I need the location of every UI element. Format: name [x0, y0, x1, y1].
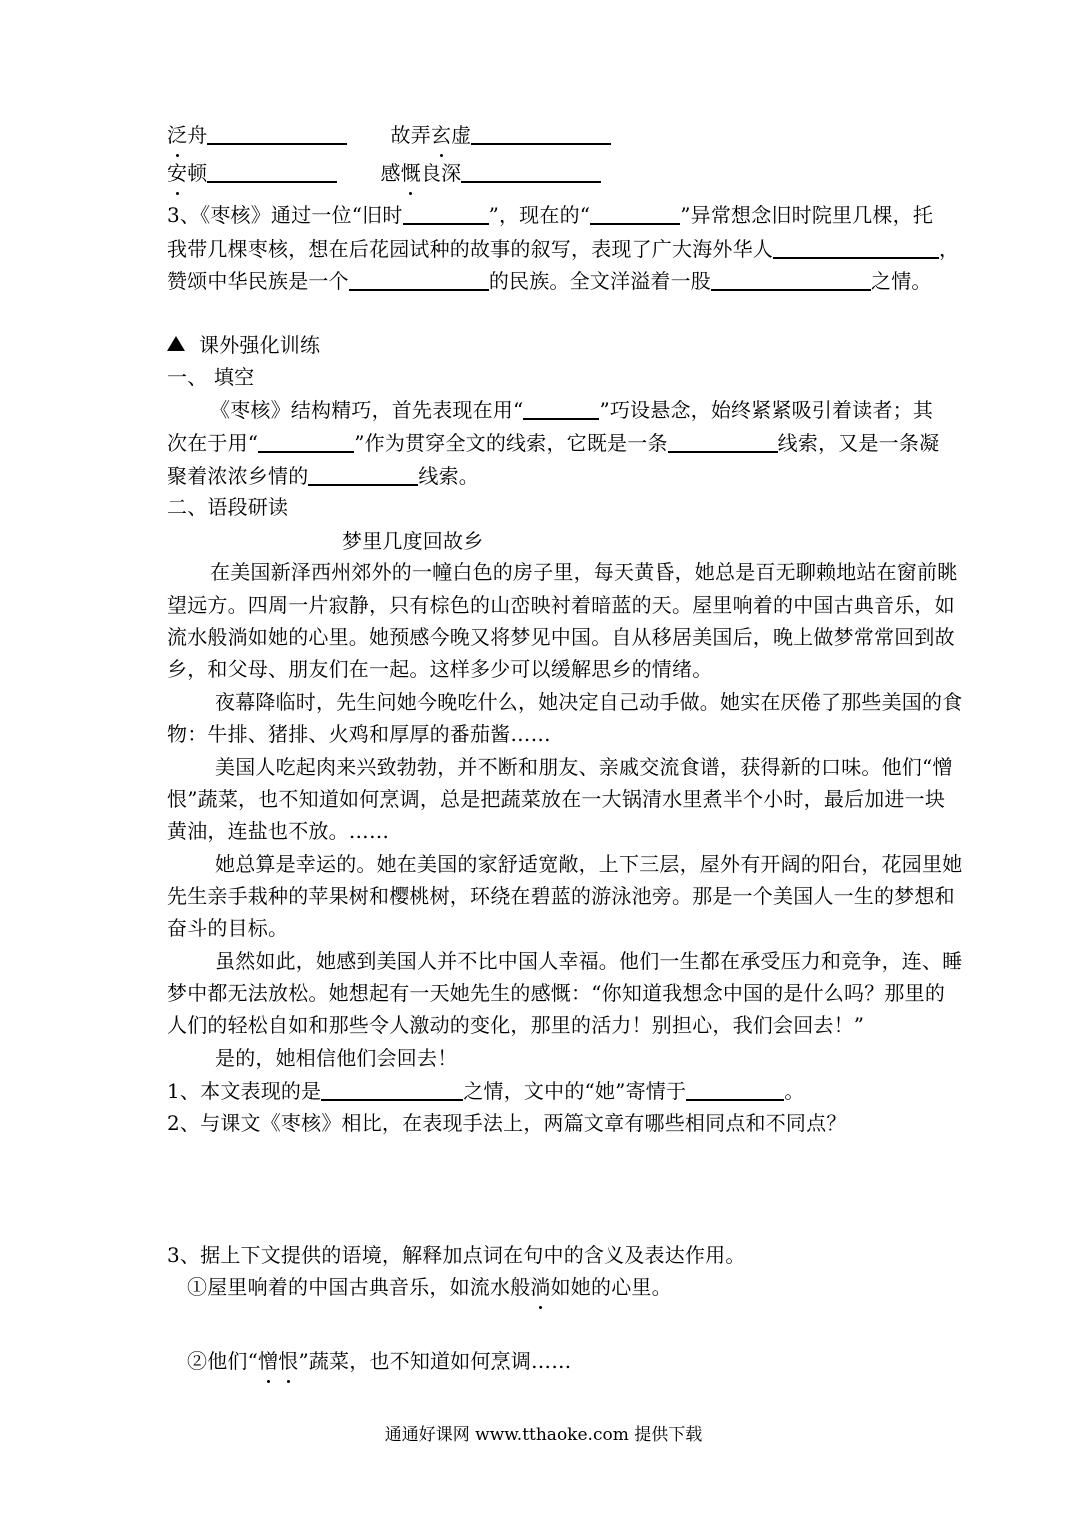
vocab-line-2 [167, 158, 1027, 188]
fill-text: 次在于用“ [167, 431, 259, 455]
passage-line: 梦中都无法放松。她想起有一天她先生的感慨：“你知道我想念中国的是什么吗？那里的 [167, 981, 946, 1005]
fill-text: 《枣核》结构精巧，首先表现在用“ [210, 398, 524, 422]
question-3: 3、据上下文提供的语境，解释加点词在句中的含义及表达作用。 [167, 1243, 746, 1267]
answer-blank[interactable] [686, 1079, 784, 1101]
question-1 [167, 1076, 1027, 1106]
vocab-char: 舟 [187, 123, 208, 147]
vocab-char: 故 [390, 123, 411, 147]
section-heading [167, 330, 1027, 360]
vocab-char: 感 [380, 161, 401, 185]
question-text: ②他们“ [187, 1349, 259, 1373]
fill-text: 线索。 [418, 464, 480, 488]
question-text: ①屋里响着的中国古典音乐，如流水般 [187, 1275, 531, 1299]
passage-line: 她总算是幸运的。她在美国的家舒适宽敞，上下三层，屋外有开阔的阳台，花园里她 [215, 852, 963, 876]
passage-line: 奋斗的目标。 [167, 916, 289, 940]
passage-line: 虽然如此，她感到美国人并不比中国人幸福。他们一生都在承受压力和竞争，连、睡 [215, 949, 963, 973]
answer-blank[interactable] [207, 161, 337, 183]
vocab-char: 弄 [410, 123, 431, 147]
fill-text: 线索，又是一条凝 [777, 431, 940, 455]
dotted-char: 安 [167, 158, 187, 188]
dotted-char: 泛 [167, 120, 187, 150]
part2-heading: 二、语段研读 [167, 495, 289, 519]
dotted-char: 慨 [401, 158, 421, 188]
q3-line-2 [167, 234, 1027, 264]
answer-blank[interactable] [523, 398, 599, 420]
triangle-icon [167, 336, 185, 351]
q3-text: ”异常想念旧时院里几棵，托 [680, 203, 934, 227]
question-text: 。 [784, 1079, 805, 1103]
fill-line-3 [167, 461, 1027, 491]
vocab-char: 顿 [187, 161, 208, 185]
answer-blank[interactable] [308, 464, 418, 486]
vocab-char: 深 [441, 161, 462, 185]
vocab-char: 虚 [451, 123, 472, 147]
answer-blank[interactable] [207, 123, 347, 145]
question-text: 1、本文表现的是 [167, 1079, 322, 1103]
dotted-char: 淌 [530, 1272, 550, 1302]
answer-blank[interactable] [258, 431, 354, 453]
answer-blank[interactable] [403, 203, 489, 225]
passage-line: 美国人吃起肉来兴致勃勃，并不断和朋友、亲戚交流食谱，获得新的口味。他们“憎 [215, 755, 953, 779]
dotted-char: 憎 [258, 1346, 278, 1376]
answer-blank[interactable] [711, 269, 871, 291]
passage-title: 梦里几度回故乡 [342, 529, 484, 553]
passage-line: 先生亲手栽种的苹果树和樱桃树，环绕在碧蓝的游泳池旁。那是一个美国人一生的梦想和 [167, 884, 955, 908]
passage-line: 物：牛排、猪排、火鸡和厚厚的番茄酱…… [167, 722, 551, 746]
fill-text: ”巧设悬念，始终紧紧吸引着读者；其 [599, 398, 934, 422]
passage-line: 乡，和父母、朋友们在一起。这样多少可以缓解思乡的情绪。 [167, 657, 713, 681]
vocab-line-1 [167, 120, 1027, 150]
answer-blank[interactable] [668, 431, 778, 453]
q3-text: ”，现在的“ [488, 203, 591, 227]
part1-heading: 一、 填空 [167, 365, 255, 389]
question-text: 如她的心里。 [550, 1275, 672, 1299]
question-text: ”蔬菜，也不知道如何烹调…… [298, 1349, 572, 1373]
question-2: 2、与课文《枣核》相比，在表现手法上，两篇文章有哪些相同点和不同点？ [167, 1111, 847, 1135]
passage-line: 望远方。四周一片寂静，只有棕色的山峦映衬着暗蓝的天。屋里响着的中国古典音乐，如 [167, 593, 955, 617]
passage-line: 在美国新泽西州郊外的一幢白色的房子里，每天黄昏，她总是百无聊赖地站在窗前眺 [210, 560, 958, 584]
answer-blank[interactable] [471, 123, 611, 145]
q3-line-3 [167, 266, 1027, 296]
q3-text: 3、《枣核》通过一位“旧时 [167, 203, 403, 227]
page-footer: 通通好课网 www.tthaoke.com 提供下载 [384, 1425, 703, 1445]
vocab-char: 良 [420, 161, 442, 185]
fill-text: 聚着浓浓乡情的 [167, 464, 309, 488]
answer-blank[interactable] [349, 269, 489, 291]
answer-blank[interactable] [773, 237, 939, 259]
fill-text: ”作为贯穿全文的线索，它既是一条 [354, 431, 668, 455]
q3-line-1 [167, 200, 1027, 230]
q3-text: 赞颂中华民族是一个 [167, 269, 349, 293]
fill-line-1 [210, 395, 1070, 425]
sub-question-2 [187, 1346, 1047, 1376]
question-text: 之情，文中的“她”寄情于 [463, 1079, 687, 1103]
dotted-char: 玄 [431, 120, 451, 150]
q3-text: 之情。 [871, 269, 932, 293]
passage-line: 恨”蔬菜，也不知道如何烹调，总是把蔬菜放在一大锅清水里煮半个小时，最后加进一块 [167, 787, 946, 811]
sub-question-1 [187, 1272, 1047, 1302]
answer-blank[interactable] [590, 203, 680, 225]
q3-text: 的民族。全文洋溢着一股 [488, 269, 712, 293]
passage-line: 人们的轻松自如和那些令人激动的变化，那里的活力！别担心，我们会回去！” [167, 1013, 865, 1037]
passage-line: 夜幕降临时，先生问她今晚吃什么，她决定自己动手做。她实在厌倦了那些美国的食 [215, 690, 963, 714]
dotted-char: 恨 [278, 1346, 298, 1376]
q3-text: 我带几棵枣核，想在后花园试种的故事的叙写，表现了广大海外华人 [167, 237, 773, 261]
answer-blank[interactable] [321, 1079, 463, 1101]
fill-line-2 [167, 428, 1027, 458]
passage-line: 流水般淌如她的心里。她预感今晚又将梦见中国。自从移居美国后，晚上做梦常常回到故 [167, 625, 955, 649]
passage-line: 是的，她相信他们会回去！ [215, 1046, 458, 1070]
passage-line: 黄油，连盐也不放。…… [167, 819, 390, 843]
section-title: 课外强化训练 [199, 333, 321, 357]
answer-blank[interactable] [461, 161, 601, 183]
q3-text: ， [939, 237, 960, 261]
